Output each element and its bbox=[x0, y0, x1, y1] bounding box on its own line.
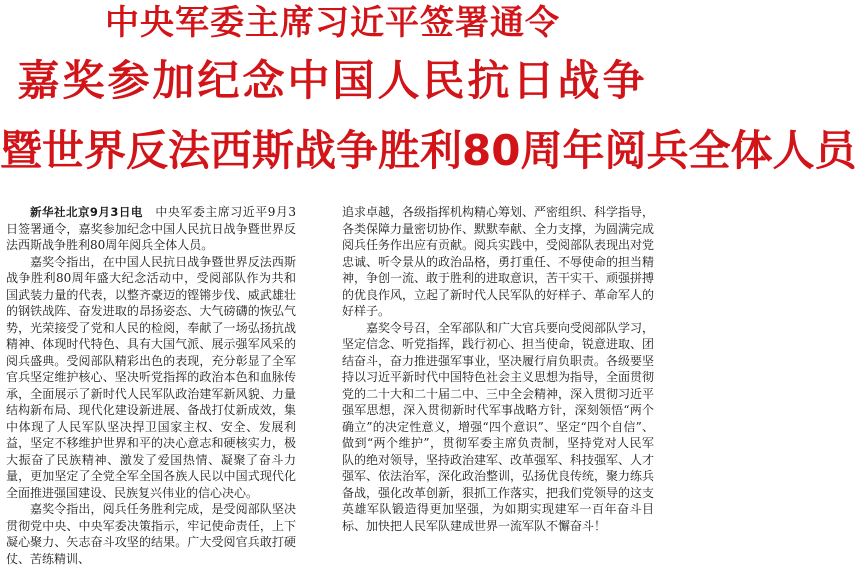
article-paragraph-1 bbox=[6, 204, 296, 254]
article-paragraph-4: 嘉奖令号召，全军部队和广大官兵要向受阅部队学习，坚定信念、听党指挥，践行初心、担当使命，锐意进取、团结奋斗，奋力推进强军事业，坚决履行肩负职责。各级要坚持以习近平新时代中国特色社会主义思想为指导，全面贯彻党的二十大和二十届二中、三中全会精神，深入贯彻习近平强军思想，深入贯彻新时代军事战略方针，深刻领悟“两个确立”的决定性意义，增强“四个意识”、坚定“四个自信”、做到“两个维护”，贯彻军委主席负责制，坚持党对人民军队的绝对领导，坚持政治建军、改革强军、科技强军、人才强军、依法治军，深化政治整训，弘扬优良传统，聚力练兵备战，强化改革创新，狠抓工作落实，把我们党领导的这支英雄军队锻造得更加坚强，为如期实现建军一百年奋斗目标、加快把人民军队建成世界一流军队不懈奋斗！ bbox=[342, 320, 655, 533]
headline-block bbox=[0, 0, 856, 200]
article-paragraph-3: 嘉奖令指出，阅兵任务胜利完成，是受阅部队坚决贯彻党中央、中央军委决策指示，牢记使命责任，上下凝心聚力、矢志奋斗攻坚的结果。广大受阅官兵敢打硬仗、苦练精训、 bbox=[6, 502, 296, 566]
article-paragraph-2: 嘉奖令指出，在中国人民抗日战争暨世界反法西斯战争胜利80周年盛大纪念活动中，受阅部队作为共和国武装力量的代表，以整齐豪迈的铿锵步伐、威武雄壮的钢铁战阵、奋发进取的昂扬姿态、大气磅礴的恢弘气势，光荣接受了党和人民的检阅，奉献了一场弘扬抗战精神、体现时代特色、具有大国气派、展示强军风采的阅兵盛典。受阅部队精彩出色的表现，充分彰显了全军官兵坚定维护核心、坚决听党指挥的政治本色和血脉传承，全面展示了新时代人民军队政治建军新风貌、力量结构新布局、现代化建设新进展、备战打仗新成效，集中体现了人民军队坚决捍卫国家主权、安全、发展利益，坚定不移维护世界和平的决心意志和硬核实力，极大振奋了民族精神、激发了爱国热情、凝聚了奋斗力量，更加坚定了全党全军全国各族人民以中国式现代化全面推进强国建设、民族复兴伟业的信心决心。 bbox=[6, 254, 296, 500]
paragraph-1-text: 中央军委主席习近平9月3日签署通令，嘉奖参加纪念中国人民抗日战争暨世界反法西斯战争胜利80周年阅兵全体人员。 bbox=[6, 205, 296, 252]
dateline: 新华社北京9月3日电 bbox=[30, 205, 143, 219]
article-column-right bbox=[342, 204, 655, 533]
article-column-left bbox=[6, 204, 296, 566]
headline-line-2: 嘉奖参加纪念中国人民抗日战争 bbox=[17, 56, 648, 105]
headline-line-1: 中央军委主席习近平签署通令 bbox=[105, 3, 560, 43]
headline-line-3: 暨世界反法西斯战争胜利80周年阅兵全体人员 bbox=[0, 126, 856, 175]
article-paragraph-3-continued: 追求卓越，各级指挥机构精心筹划、严密组织、科学指导，各类保障力量密切协作、默默奉献、全力支撑，为圆满完成阅兵任务作出应有贡献。阅兵实践中，受阅部队表现出对党忠诚、听令景从的政治品格，勇打重任、不辱使命的担当精神，争创一流、敢于胜利的进取意识，苦干实干、顽强拼搏的优良作风，立起了新时代人民军队的好样子、革命军人的好样子。 bbox=[342, 205, 655, 318]
